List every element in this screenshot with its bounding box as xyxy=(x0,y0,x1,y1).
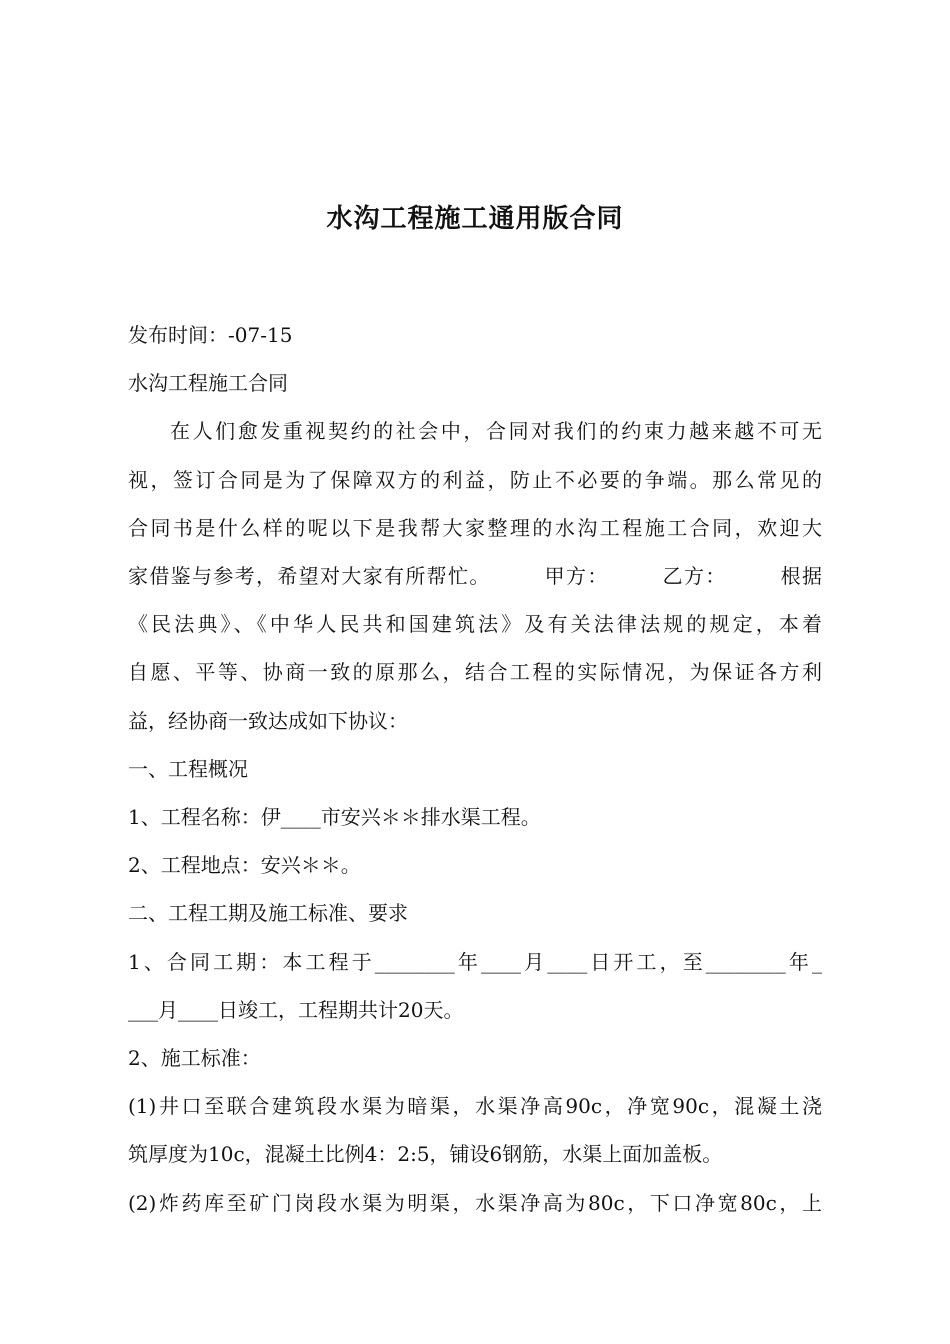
paragraph-line: 《民法典》、《中华人民共和国建筑法》及有关法律法规的规定，本着 xyxy=(128,612,822,637)
subtitle: 水沟工程施工合同 xyxy=(128,371,288,396)
paragraph-line: 视，签订合同是为了保障双方的利益，防止不必要的争端。那么常见的 xyxy=(128,467,822,492)
clause-line: ___月____日竣工，工程期共计20天。 xyxy=(128,997,464,1022)
paragraph-line: 合同书是什么样的呢以下是我帮大家整理的水沟工程施工合同，欢迎大 xyxy=(128,515,822,540)
paragraph-line: 自愿、平等、协商一致的原那么，结合工程的实际情况，为保证各方利 xyxy=(128,660,822,685)
paragraph-line: 在人们愈发重视契约的社会中，合同对我们的约束力越来越不可无 xyxy=(170,419,822,444)
section-heading: 二、工程工期及施工标准、要求 xyxy=(128,901,408,926)
clause-line: 1、工程名称：伊____市安兴＊＊排水渠工程。 xyxy=(128,805,541,830)
section-heading: 一、工程概况 xyxy=(128,756,248,781)
publish-date: 发布时间：-07-15 xyxy=(128,323,293,347)
paragraph-line: 益，经协商一致达成如下协议： xyxy=(128,708,408,733)
clause-line: (1)井口至联合建筑段水渠为暗渠，水渠净高90c，净宽90c，混凝土浇 xyxy=(128,1094,822,1119)
clause-line: 2、工程地点：安兴＊＊。 xyxy=(128,853,361,878)
clause-line: (2)炸药库至矿门岗段水渠为明渠，水渠净高为80c，下口净宽80c，上 xyxy=(128,1190,822,1215)
document-body xyxy=(128,311,822,1227)
clause-line: 1、合同工期：本工程于________年____月____日开工，至________年_ xyxy=(128,949,822,974)
clause-line: 筑厚度为10c，混凝土比例4：2:5，铺设6钢筋，水渠上面加盖板。 xyxy=(128,1142,723,1167)
paragraph-line: 家借鉴与参考，希望对大家有所帮忙。 甲方： 乙方： 根据 xyxy=(128,564,822,589)
clause-line: 2、施工标准： xyxy=(128,1046,261,1071)
document-title: 水沟工程施工通用版合同 xyxy=(326,204,624,234)
